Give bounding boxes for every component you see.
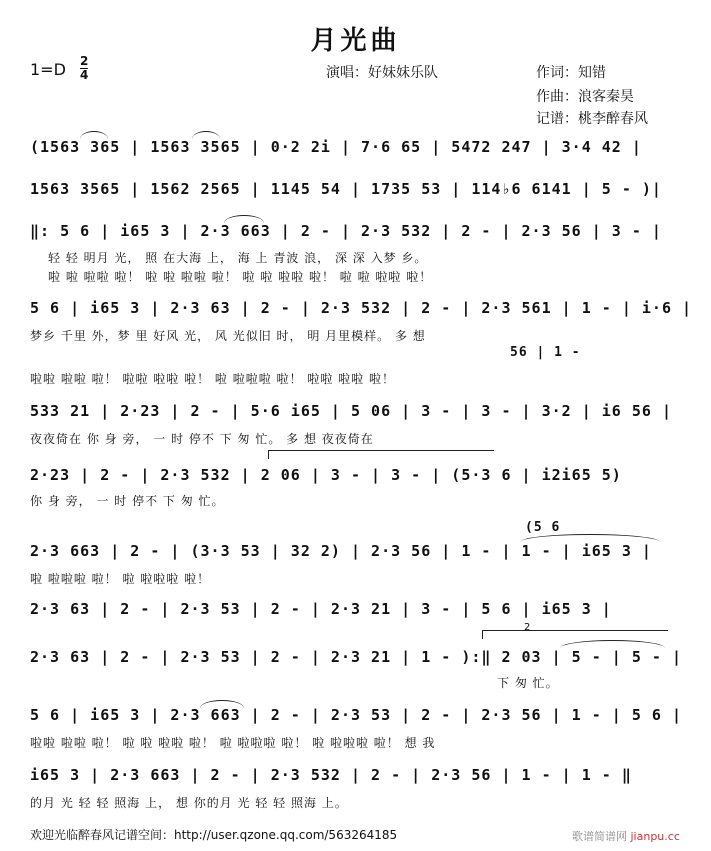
singer-credit: 演唱：好妹妹乐队	[326, 65, 438, 81]
top-notes-row-7: (5 6	[525, 520, 561, 535]
lyrics-row-7: 啦 啦啦啦 啦！ 啦 啦啦啦 啦！	[30, 572, 211, 586]
lyricist-credit: 作词：知错	[536, 65, 606, 81]
slur-arc	[224, 215, 264, 223]
lyrics-row-3a: 轻 轻 明月 光， 照 在大海 上， 海 上 青波 浪， 深 深 入梦 乡。	[48, 251, 428, 265]
slur-arc	[520, 534, 660, 542]
song-title: 月光曲	[310, 26, 401, 56]
lyrics-row-9: 下 匆 忙。	[497, 676, 559, 690]
score-row-9: 2·3 63 | 2 - | 2·3 53 | 2 - | 2·3 21 | 1 - ):‖ 2 03 | 5 - | 5 - |	[30, 648, 682, 666]
lyrics-row-5: 夜夜倚在 你 身 旁， 一 时 停不 下 匆 忙。 多 想 夜夜倚在	[30, 432, 374, 446]
time-denominator: 4	[80, 68, 89, 82]
watermark-url: jianpu.cc	[630, 830, 680, 843]
lyrics-row-6: 你 身 旁， 一 时 停不 下 匆 忙。	[30, 494, 225, 508]
lyrics-row-3b: 啦 啦 啦啦 啦！ 啦 啦 啦啦 啦！ 啦 啦 啦啦 啦！ 啦 啦 啦啦 啦！	[48, 270, 433, 284]
lyrics-row-4b: 啦啦 啦啦 啦！ 啦啦 啦啦 啦！ 啦 啦啦啦 啦！ 啦啦 啦啦 啦！	[30, 372, 395, 386]
slur-arc	[80, 131, 108, 139]
lyrics-row-10: 啦啦 啦啦 啦！ 啦 啦 啦啦 啦！ 啦 啦啦啦 啦！ 啦 啦啦啦 啦！ 想 我	[30, 736, 436, 750]
volta-number: 2	[524, 622, 531, 633]
transcriber-credit: 记谱：桃李醉春风	[536, 111, 648, 127]
time-numerator: 2	[80, 54, 89, 68]
slur-arc	[560, 640, 665, 648]
score-row-5: 533 21 | 2·23 | 2 - | 5·6 i65 | 5 06 | 3 - | 3 - | 3·2 | i6 56 |	[30, 402, 672, 420]
score-row-10: 5 6 | i65 3 | 2·3 663 | 2 - | 2·3 53 | 2 - | 2·3 56 | 1 - | 5 6 |	[30, 706, 682, 724]
slur-arc	[192, 131, 220, 139]
alt-notes-row-4: 56 | 1 -	[510, 345, 581, 360]
score-row-1: (1563 365 | 1563 3565 | 0·2 2i | 7·6 65 | 5472 247 | 3·4 42 |	[30, 138, 642, 156]
key-signature: 1=D	[30, 60, 66, 79]
time-signature	[80, 56, 88, 81]
lyrics-row-11: 的月 光 轻 轻 照海 上， 想 你的月 光 轻 轻 照海 上。	[30, 796, 348, 810]
score-row-4: 5 6 | i65 3 | 2·3 63 | 2 - | 2·3 532 | 2 - | 2·3 561 | 1 - | i·6 |	[30, 299, 693, 317]
score-row-7: 2·3 663 | 2 - | (3·3 53 | 32 2) | 2·3 56 | 1 - | 1 - | i65 3 |	[30, 542, 652, 560]
volta-bracket-2	[482, 630, 668, 639]
composer-credit: 作曲：浪客秦昊	[536, 89, 634, 105]
score-row-8: 2·3 63 | 2 - | 2·3 53 | 2 - | 2·3 21 | 3 - | 5 6 | i65 3 |	[30, 600, 612, 618]
score-row-2: 1563 3565 | 1562 2565 | 1145 54 | 1735 53 | 114♭6 6141 | 5 - )|	[30, 180, 662, 198]
score-row-3: ‖: 5 6 | i65 3 | 2·3 663 | 2 - | 2·3 532 | 2 - | 2·3 56 | 3 - |	[30, 222, 662, 240]
watermark-cn: 歌谱简谱网	[572, 830, 627, 843]
lyrics-row-4a: 梦乡 千里 外，梦 里 好风 光， 风 光似旧 时， 明 月里模样。 多 想	[30, 329, 426, 343]
watermark	[572, 828, 680, 844]
footer-text: 欢迎光临醉春风记谱空间：http://user.qzone.qq.com/563264185	[30, 828, 398, 842]
score-row-11: i65 3 | 2·3 663 | 2 - | 2·3 532 | 2 - | 2·3 56 | 1 - | 1 - ‖	[30, 766, 632, 784]
slur-arc	[200, 700, 244, 708]
score-row-6: 2·23 | 2 - | 2·3 532 | 2 06 | 3 - | 3 - | (5·3 6 | i2i65 5)	[30, 466, 622, 484]
volta-bracket-1	[268, 450, 494, 459]
